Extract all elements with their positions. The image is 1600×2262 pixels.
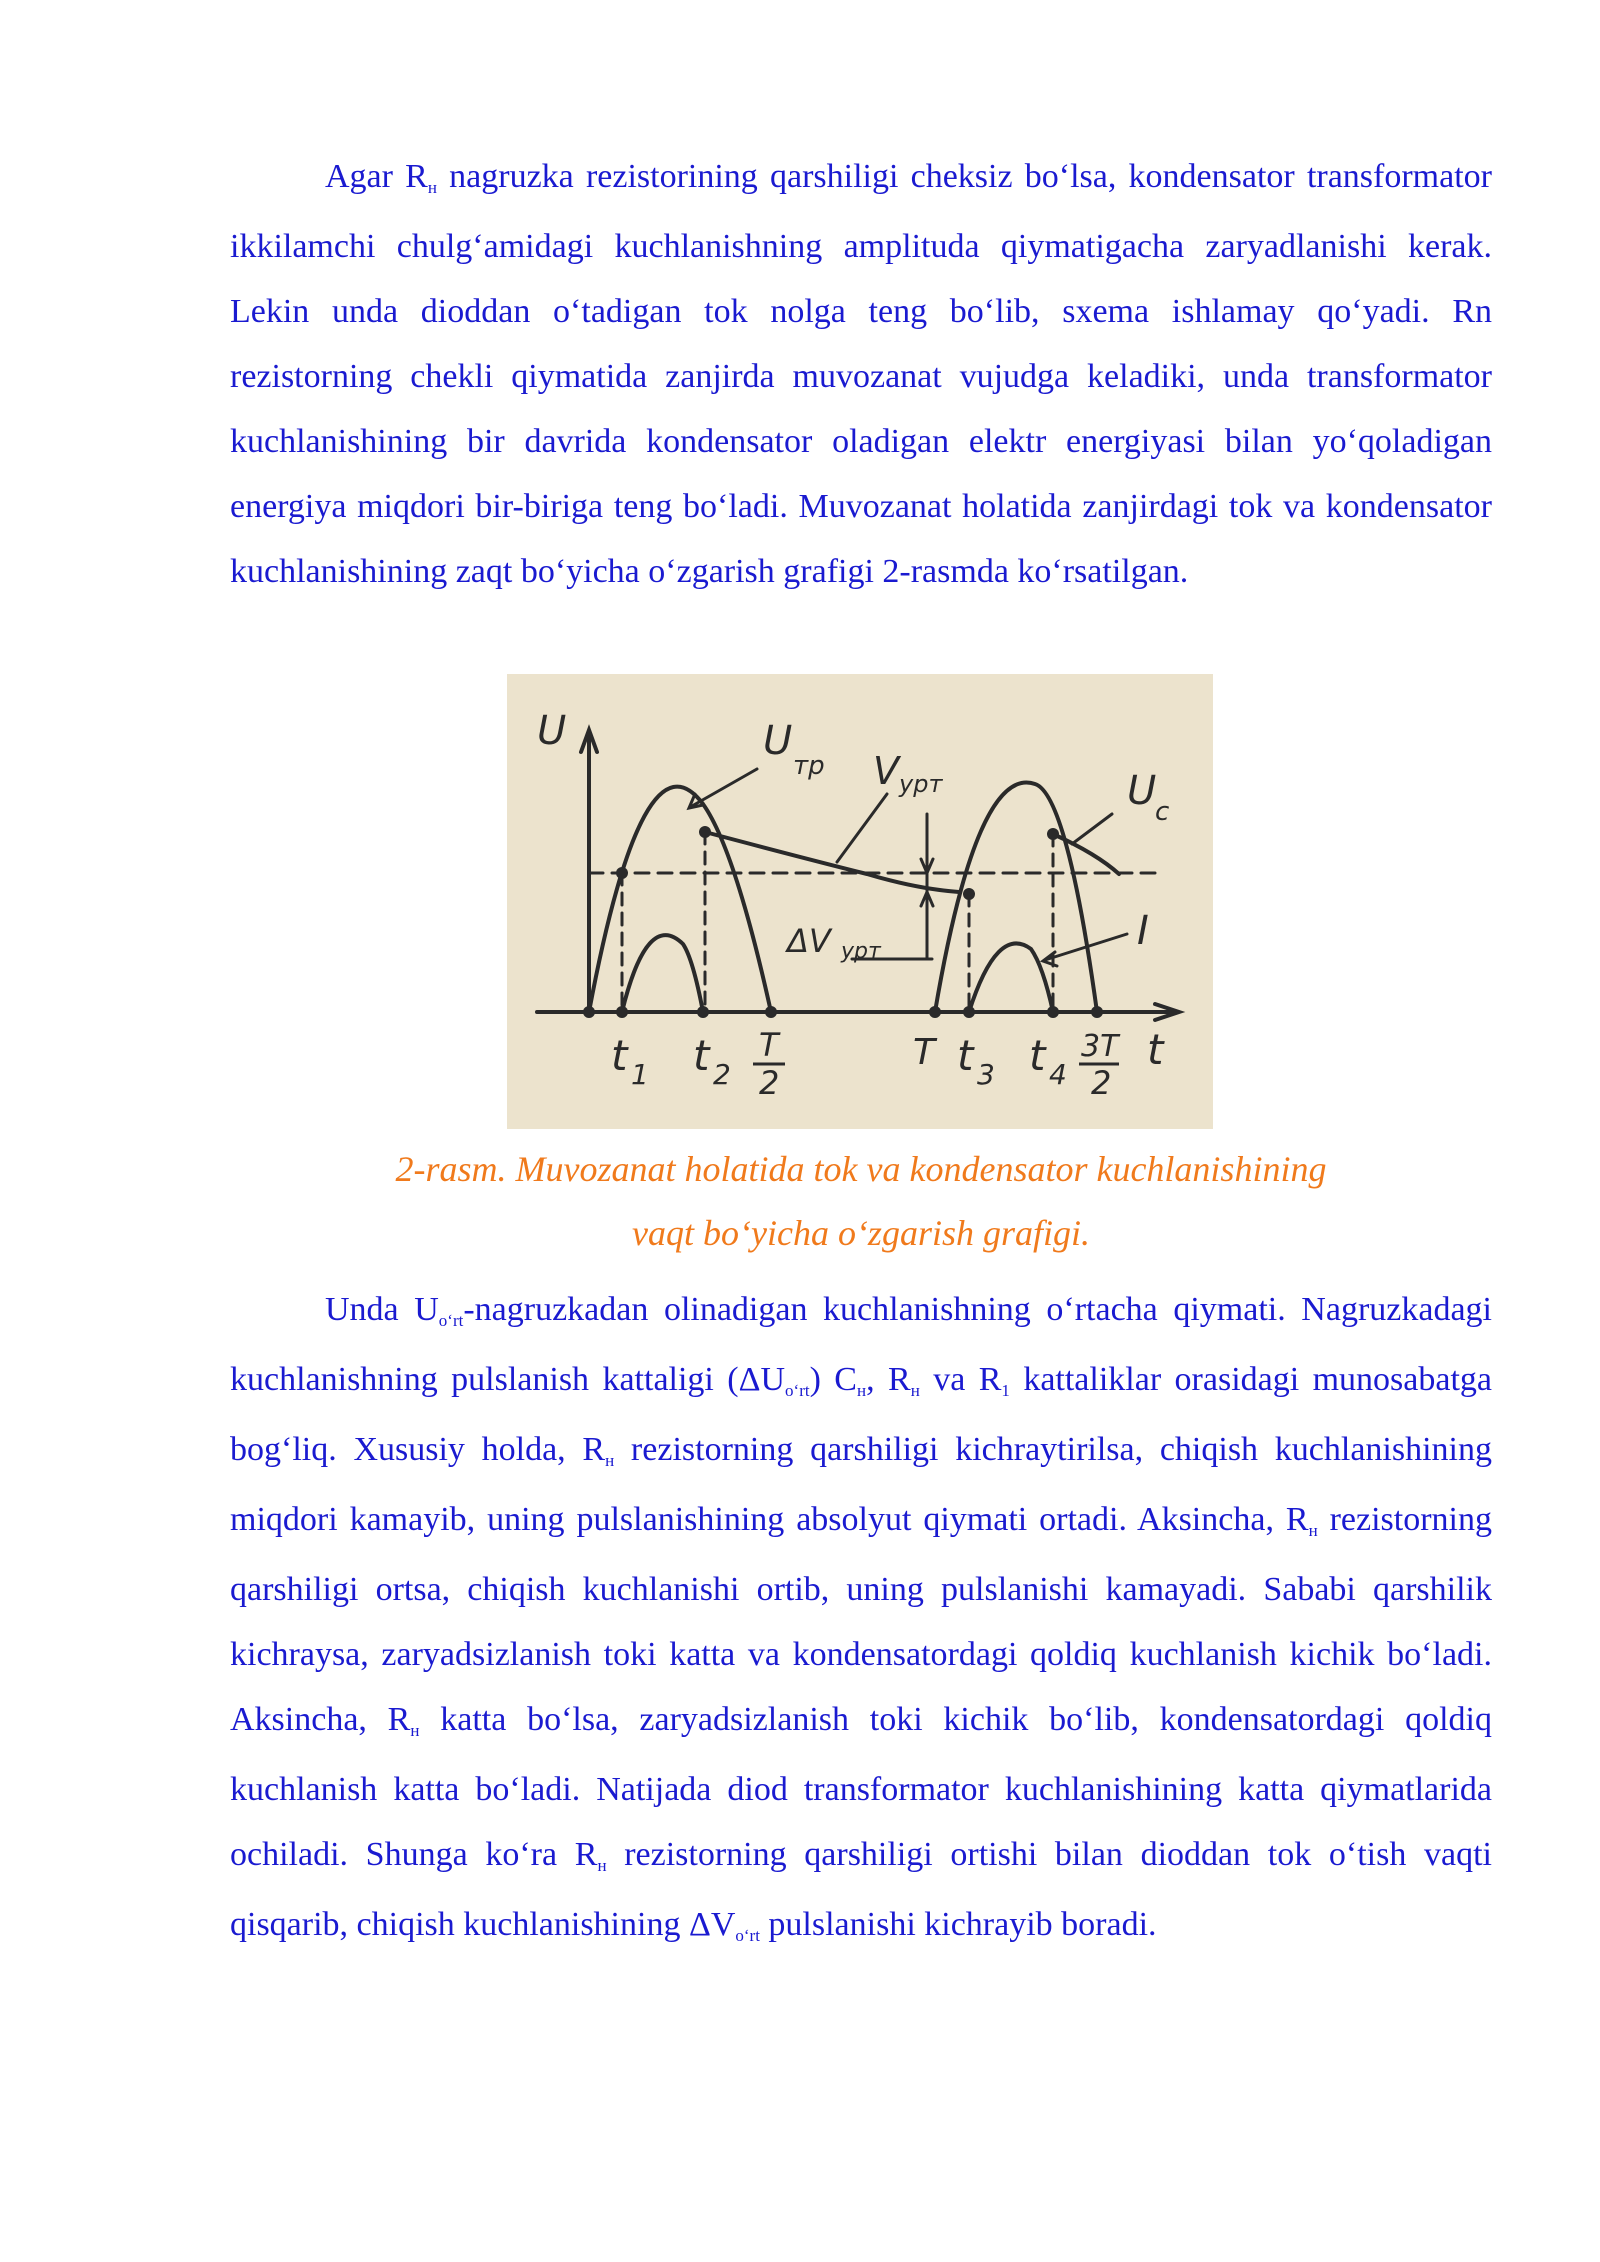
subscript: 1 [1001, 1381, 1010, 1400]
subscript: н [427, 178, 437, 197]
text-run: -nagruzkadan olinadigan kuchlanishning o‘rtacha qiymati. Nagruzkadagi kuchlanishning pulslanish kattaligi (ΔU [230, 1291, 1492, 1398]
node [963, 888, 975, 900]
subscript: н [1308, 1521, 1318, 1540]
figure-2-graph [507, 674, 1213, 1129]
t1-subscript: 1 [631, 1058, 649, 1091]
node [963, 1006, 975, 1018]
text-run: , R [866, 1361, 911, 1398]
node [583, 1006, 595, 1018]
subscript: н [597, 1856, 607, 1875]
current-pulse-1 [622, 935, 703, 1012]
subscript: o‘rt [438, 1311, 464, 1330]
current-pulse-2 [969, 943, 1053, 1012]
node [765, 1006, 777, 1018]
v-urt-subscript: урт [899, 770, 943, 798]
half-t-denominator: 2 [759, 1064, 780, 1102]
delta-v-label: ΔV [787, 922, 831, 960]
text-run: pulslanishi kichrayib boradi. [759, 1906, 1157, 1943]
t4-label: t [1029, 1031, 1046, 1080]
t4-subscript: 4 [1049, 1058, 1067, 1091]
capacitor-discharge-curve-2 [1053, 834, 1119, 874]
current-label: I [1137, 908, 1149, 954]
graph-svg [507, 674, 1213, 1129]
text-run: rezistorning qarshiligi ortishi bilan dioddan tok o‘tish vaqti qisqarib, chiqish kuchlanishining ΔV [230, 1836, 1492, 1943]
t1-label: t [611, 1031, 628, 1080]
delta-v-subscript: урт [841, 939, 881, 964]
period-label: T [913, 1032, 935, 1073]
figure-caption-line-2: vaqt bo‘yicha o‘zgarish grafigi. [632, 1213, 1090, 1253]
transformer-voltage-curve-1 [589, 787, 771, 1012]
text-run: rezistorning qarshiligi kichraytirilsa, chiqish kuchlanishining miqdori kamayib, uning pulslanishining absolyut qiymati ortadi. Aksincha, R [230, 1431, 1492, 1538]
node [616, 1006, 628, 1018]
node [1091, 1006, 1103, 1018]
u-c-label: U [1127, 768, 1157, 814]
v-urt-pointer [837, 794, 887, 862]
subscript: н [857, 1381, 867, 1400]
text-run: ) C [809, 1361, 857, 1398]
subscript: o‘rt [735, 1926, 760, 1945]
text-run: katta bo‘lsa, zaryadsizlanish toki kichik bo‘lib, kondensatordagi qoldiq kuchlanish katta bo‘ladi. Natijada diod transformator kuchlanishining katta qiymatlarida ochiladi. Shunga ko‘ra R [230, 1701, 1492, 1873]
t3-label: t [957, 1031, 974, 1080]
text-run: kattaliklar orasidagi munosabatga bog‘liq. Xususiy holda, R [230, 1361, 1492, 1468]
u-c-subscript: c [1155, 797, 1170, 827]
node [699, 826, 711, 838]
graph-lines [537, 730, 1179, 1020]
t2-subscript: 2 [713, 1058, 731, 1091]
node [1047, 1006, 1059, 1018]
text-run: rezistorning qarshiligi ortsa, chiqish kuchlanishi ortib, uning pulslanishi kamayadi. Sababi qarshilik kichraysa, zaryadsizlanish toki katta va kondensatordagi qoldiq kuchlanish kichik bo‘ladi. Aksincha, R [230, 1501, 1493, 1738]
x-axis-label: t [1147, 1025, 1164, 1074]
t2-label: t [693, 1031, 710, 1080]
u-tr-subscript: тр [793, 751, 825, 781]
paragraph-1 [230, 144, 1492, 604]
text-run: va R [919, 1361, 1002, 1398]
node [697, 1006, 709, 1018]
v-urt-label: V [873, 749, 899, 793]
node [1047, 828, 1059, 840]
u-c-pointer [1072, 814, 1112, 844]
figure-caption-line-1: 2-rasm. Muvozanat holatida tok va kondensator kuchlanishining [395, 1149, 1327, 1189]
node [929, 1006, 941, 1018]
text-run: Agar R [325, 158, 428, 195]
subscript: o‘rt [785, 1381, 810, 1400]
node [616, 867, 628, 879]
text-run: nagruzka rezistorining qarshiligi cheksiz bo‘lsa, kondensator transformator ikkilamchi chulg‘amidagi kuchlanishning amplituda qiymatigacha zaryadlanishi kerak. Lekin unda dioddan o‘tadigan tok nolga teng bo‘lib, sxema ishlamay qo‘yadi. Rn rezistorning chekli qiymatida zanjirda muvozanat vujudga keladiki, unda transformator kuchlanishining bir davrida kondensator oladigan elektr energiyasi bilan yo‘qoladigan energiya miqdori bir-biriga teng bo‘ladi. Muvozanat holatida zanjirdagi tok va kondensator kuchlanishining zaqt bo‘yicha o‘zgarish grafigi 2-rasmda ko‘rsatilgan. [230, 158, 1492, 590]
u-tr-label: U [763, 718, 793, 764]
subscript: н [410, 1721, 420, 1740]
y-axis-label: U [537, 708, 567, 754]
subscript: н [605, 1451, 615, 1470]
three-half-t-numerator: 3T [1081, 1029, 1119, 1064]
half-t-numerator: T [759, 1026, 779, 1064]
paragraph-2 [230, 1277, 1492, 1962]
transformer-voltage-curve-2 [935, 783, 1097, 1012]
three-half-t-denominator: 2 [1091, 1064, 1112, 1102]
subscript: н [910, 1381, 920, 1400]
text-run: Unda U [325, 1291, 439, 1328]
t3-subscript: 3 [977, 1058, 995, 1091]
u-tr-pointer [692, 769, 757, 806]
